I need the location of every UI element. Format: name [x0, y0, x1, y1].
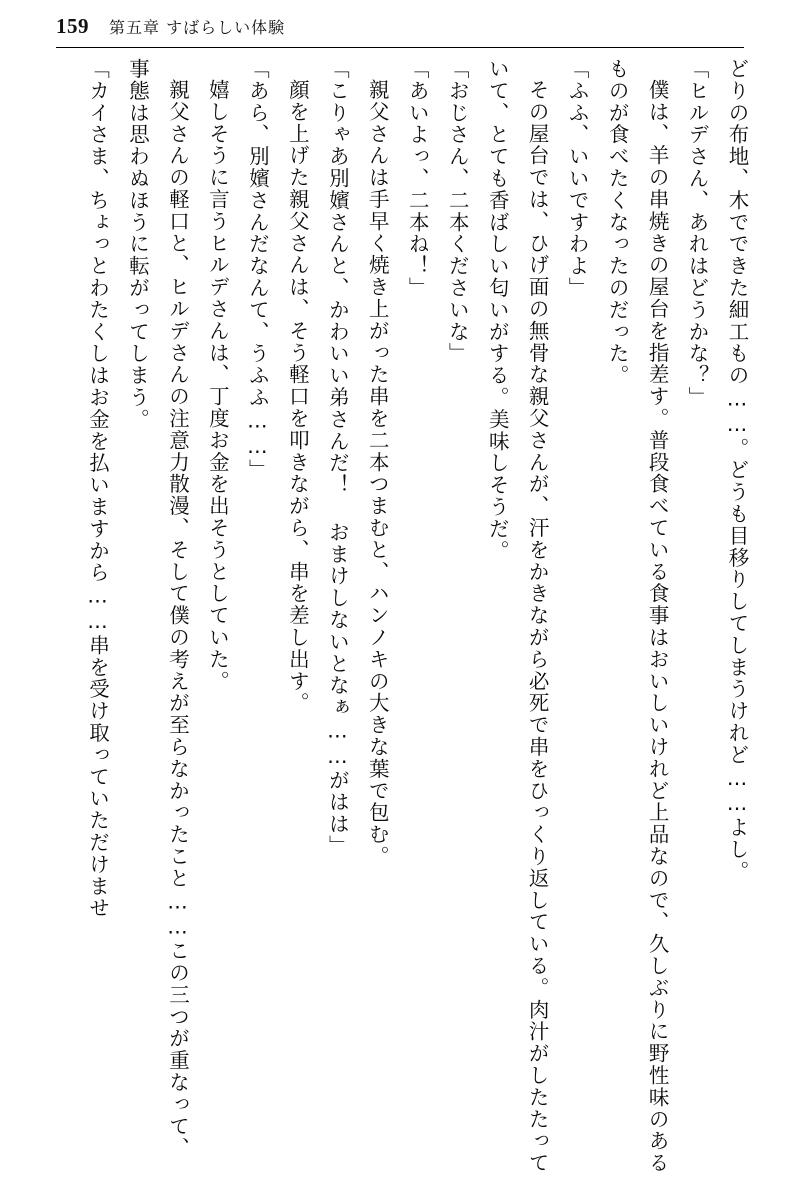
paragraph: 「こりゃあ別嬪さんと、かわいい弟さんだ！ おまけしないとなぁ……がはは」	[325, 58, 350, 857]
running-header	[0, 14, 800, 48]
paragraph: 親父さんの軽口と、ヒルデさんの注意力散漫、そして僕の考えが至らなかったこと……この三つが重なって、事態は思わぬほうに転がってしまう。	[125, 58, 190, 1159]
paragraph: 顔を上げた親父さんは、そう軽口を叩きながら、串を差し出す。	[285, 78, 310, 714]
paragraph: 親父さんは手早く焼き上がった串を二本つまむと、ハンノキの大きな葉で包む。	[365, 78, 390, 867]
header-rule	[56, 47, 744, 48]
page-number: 159	[56, 14, 89, 38]
paragraph: 「カイさま、ちょっとわたくしはお金を払いますから……串を受け取っていただけませ	[85, 58, 110, 920]
paragraph: 「あら、別嬪さんだなんて、うふふ……」	[245, 58, 270, 482]
paragraph: 「あいよっ、二本ね！」	[405, 58, 430, 299]
page-body-text	[44, 58, 756, 1178]
paragraph: 僕は、羊の串焼きの屋台を指差す。普段食べている食事はおいしいけれど上品なので、久しぶりに野性味のあるものが食べたくなったのだった。	[605, 58, 670, 1174]
paragraph: 「おじさん、二本くださいな」	[445, 58, 470, 365]
chapter-title: 第五章 すばらしい体験	[109, 18, 286, 37]
paragraph: その屋台では、ひげ面の無骨な親父さんが、汗をかきながら必死で串をひっくり返している。肉汁がしたたっていて、とても香ばしい匂いがする。美味しそうだ。	[485, 58, 550, 1174]
paragraph: どりの布地、木でできた細工もの……。どうも目移りしてしまうけれど……よし。	[725, 58, 749, 883]
paragraph: 「ヒルデさん、あれはどうかな？」	[685, 58, 710, 409]
paragraph: 「ふふ、いいですわよ」	[565, 58, 590, 299]
paragraph: 嬉しそうに言うヒルデさんは、丁度お金を出そうとしていた。	[205, 78, 230, 692]
